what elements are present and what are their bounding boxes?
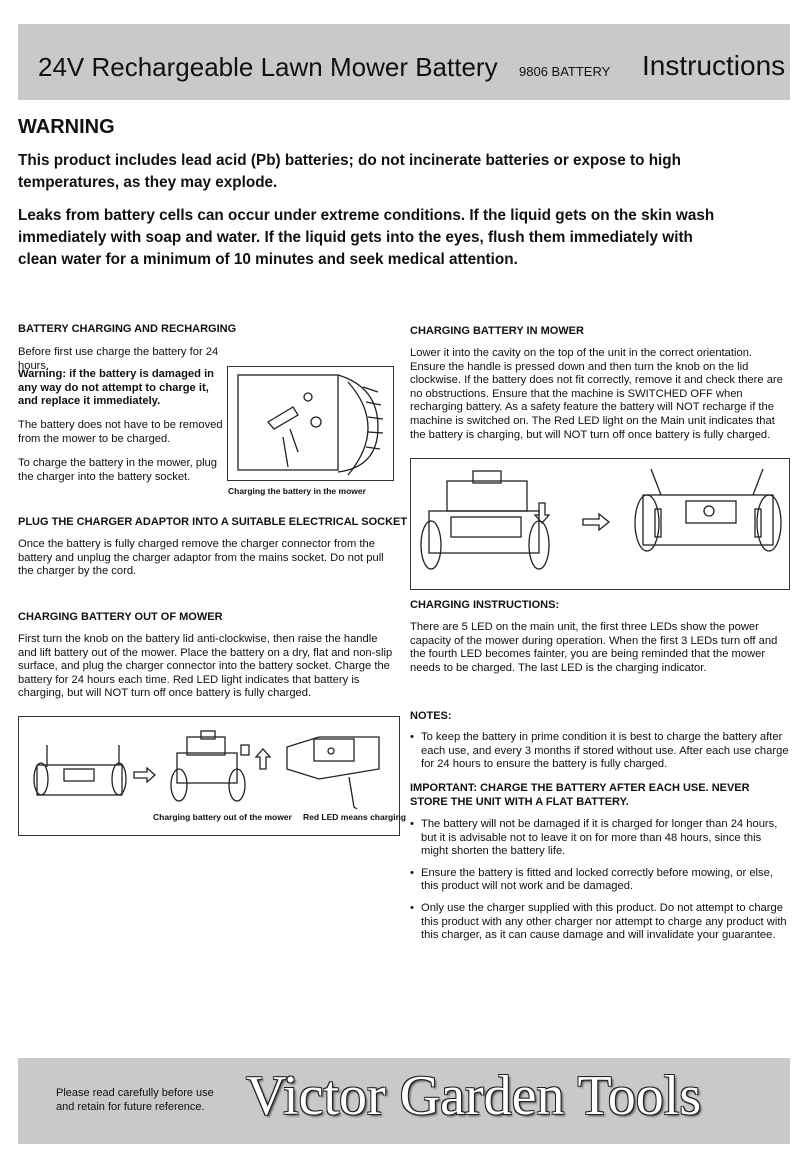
note-item: • To keep the battery in prime condition it is best to charge the battery after each use, and every 3 months if stored without use. After each use charge for 24 hours to ensure the battery is fully charged.	[410, 731, 790, 772]
charging-intro: Before first use charge the battery for 24 hours.	[18, 346, 219, 372]
charging-paragraph-2: The battery does not have to be removed from the mower to be charged.	[18, 419, 223, 445]
mower-socket-illustration	[228, 367, 393, 480]
notes-list-2	[410, 818, 790, 951]
important-note: IMPORTANT: CHARGE THE BATTERY AFTER EACH USE. NEVER STORE THE UNIT WITH A FLAT BATTERY.	[410, 782, 750, 808]
document-title: 24V Rechargeable Lawn Mower Battery	[38, 52, 498, 82]
warning-paragraph-1: This product includes lead acid (Pb) batteries; do not incinerate batteries or expose to high temperatures, as they may explode.	[18, 152, 681, 191]
charging-warning: Warning: if the battery is damaged in any way do not attempt to charge it, and replace it immediately.	[18, 368, 215, 408]
out-text: First turn the knob on the battery lid anti-clockwise, then raise the handle and lift battery out of the mower. Place the battery on a dry, flat and non-slip surface, and plug the charger connector into the battery socket. Charge the battery for 24 hours each time. Red LED light indicates that battery is charging, but will NOT turn off once battery is fully charged.	[18, 633, 393, 700]
caption-charging-in-mower: Charging the battery in the mower	[228, 486, 366, 496]
instructions-heading: CHARGING INSTRUCTIONS:	[410, 599, 560, 611]
caption-out-of-mower: Charging battery out of the mower	[153, 812, 292, 822]
figure-charging-in-mower-2	[410, 458, 790, 590]
caption-red-led: Red LED means charging	[303, 812, 406, 822]
charging-paragraph-3: To charge the battery in the mower, plug the charger into the battery socket.	[18, 457, 218, 483]
inmower-text: Lower it into the cavity on the top of the unit in the correct orientation. Ensure the handle is pressed down and then turn the knob on the lid clockwise. If the battery does not fit correctly, remove it and check there are no obstructions. Ensure that the machine is SWITCHED OFF when recharging battery. As a safety feature the battery will NOT recharge if the machine is switched on. The Red LED light on the Main unit indicates that the battery is charging, but will NOT turn off once battery is fully charged.	[410, 347, 783, 441]
header-banner	[18, 24, 790, 100]
instructions-text: There are 5 LED on the main unit, the first three LEDs show the power capacity of the mower during operation. When the first 3 LEDs turn off and the fourth LED becomes fainter, you are being reminded that the mower needs to be charged. The last LED is the charging indicator.	[410, 621, 778, 674]
footer-banner	[18, 1058, 790, 1144]
brand-logo: Victor Garden Tools	[246, 1065, 702, 1127]
warning-heading: WARNING	[18, 116, 115, 138]
footer-note: Please read carefully before use and retain for future reference.	[56, 1087, 214, 1113]
note-item: • Only use the charger supplied with this product. Do not attempt to charge this product with any other charger nor attempt to charge any product with this charger, as it can cause damage and will invalidate your guarantee.	[410, 902, 790, 943]
notes-list-1	[410, 731, 790, 780]
figure-charging-out-of-mower	[18, 716, 406, 836]
model-number: 9806 BATTERY	[519, 64, 611, 79]
charging-heading: BATTERY CHARGING AND RECHARGING	[18, 323, 237, 335]
figure-charging-in-mower	[227, 366, 394, 481]
plug-heading: PLUG THE CHARGER ADAPTOR INTO A SUITABLE ELECTRICAL SOCKET	[18, 516, 408, 528]
inmower-heading: CHARGING BATTERY IN MOWER	[410, 325, 584, 337]
warning-paragraph-2: Leaks from battery cells can occur under extreme conditions. If the liquid gets on the skin wash immediately with soap and water. If the liquid gets into the eyes, flush them immediately with clean water for a minimum of 10 minutes and seek medical attention.	[18, 207, 715, 268]
note-item: • Ensure the battery is fitted and locked correctly before mowing, or else, this product will not work and be damaged.	[410, 867, 790, 894]
instructions-label: Instructions	[642, 50, 786, 81]
note-item: • The battery will not be damaged if it is charged for longer than 24 hours, but it is advisable not to leave it on for more than 48 hours, since this might shorten the battery life.	[410, 818, 790, 859]
out-heading: CHARGING BATTERY OUT OF MOWER	[18, 611, 223, 623]
plug-text: Once the battery is fully charged remove the charger connector from the battery and unplug the charger adaptor from the mains socket. Do not pull the charger by the cord.	[18, 538, 384, 578]
notes-heading: NOTES:	[410, 710, 452, 722]
battery-insertion-illustration	[411, 459, 789, 589]
